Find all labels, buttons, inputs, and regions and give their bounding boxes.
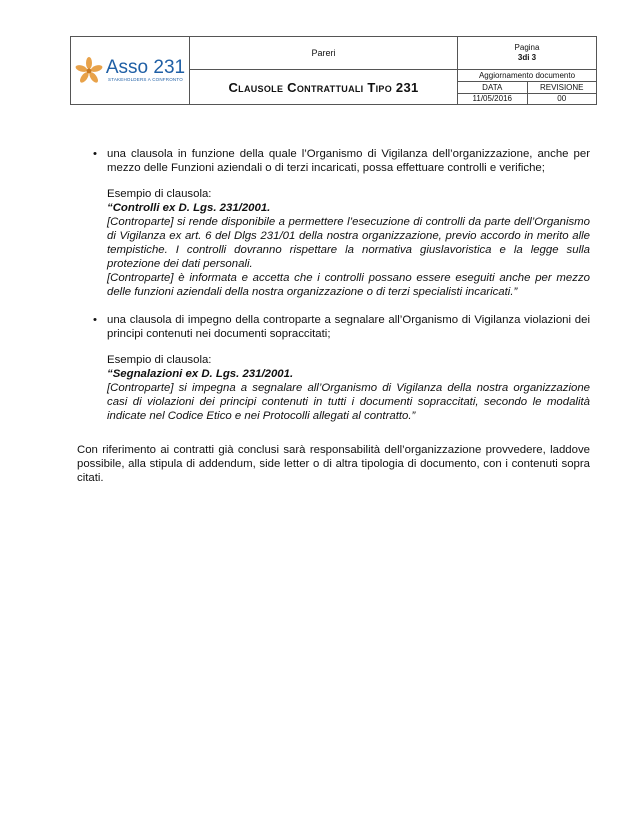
flower-icon — [75, 57, 103, 85]
revision-label: REVISIONE — [527, 82, 596, 93]
list-item — [77, 313, 590, 423]
page-value: 3di 3 — [517, 53, 537, 62]
list-item — [77, 147, 590, 299]
example-title: “Segnalazioni ex D. Lgs. 231/2001. — [107, 368, 294, 380]
example-label: Esempio di clausola: — [107, 188, 212, 200]
date-value: 11/05/2016 — [458, 93, 527, 104]
example-label: Esempio di clausola: — [107, 354, 212, 366]
logo-cell — [71, 37, 190, 105]
document-body — [77, 147, 590, 485]
date-label: DATA — [458, 82, 527, 93]
bullet-icon: • — [93, 314, 97, 326]
example-title: “Controlli ex D. Lgs. 231/2001. — [107, 202, 271, 214]
clause-example — [107, 353, 590, 423]
revision-value: 00 — [557, 94, 567, 104]
example-paragraph: [Controparte] si rende disponibile a permettere l’esecuzione di controlli da parte dell’Organismo di Vigilanza ex art. 6 del Dlgs 231/01 della nostra organizzazione, previo accordo in merito alle tempistiche. I controlli dovranno rispettare la normativa giuslavoristica e la legge sulla protezione dei dati personali. — [107, 216, 590, 270]
document-title-cell — [190, 70, 458, 105]
date-revision-table — [458, 82, 596, 104]
example-paragraph: [Controparte] è informata e accetta che i controlli possano essere eseguiti anche per mezzo delle funzioni aziendali della nostra organizzazione o di terzi specialisti incaricati.” — [107, 272, 590, 298]
update-label: Aggiornamento documento — [458, 70, 597, 82]
closing-paragraph: Con riferimento ai contratti già conclusi sarà responsabilità dell’organizzazione provvedere, laddove possibile, alla stipula di addendum, side letter o di altra tipologia di documento, con i contenuti sopra citati. — [77, 444, 590, 484]
page-label: Pagina — [514, 43, 540, 52]
logo-text: Asso 231 — [105, 57, 186, 78]
document-header-table — [70, 36, 597, 105]
asso231-logo — [71, 37, 189, 104]
date-revision-cell — [458, 82, 597, 105]
example-paragraph: [Controparte] si impegna a segnalare all’Organismo di Vigilanza della nostra organizzazione casi di violazioni dei principi contenuti in tutti i documenti sopraccitati, secondo le modalità indicate nel Codice Etico e nei Protocolli allegati al contratto.” — [107, 382, 590, 422]
clause-description: una clausola di impegno della controparte a segnalare all’Organismo di Vigilanza violazioni dei principi contenuti nei documenti sopraccitati; — [107, 314, 590, 340]
clause-description: una clausola in funzione della quale l’Organismo di Vigilanza dell’organizzazione, anche per mezzo delle Funzioni aziendali o di terzi incaricati, possa effettuare controlli e verifiche; — [107, 148, 590, 174]
logo-subtitle: STAKEHOLDERS A CONFRONTO — [108, 77, 183, 82]
section-cell — [190, 37, 458, 70]
page-cell — [458, 37, 597, 70]
section-title: Pareri — [311, 48, 336, 58]
clause-example — [107, 187, 590, 299]
document-title: Clausole Contrattuali Tipo 231 — [228, 79, 419, 95]
bullet-icon: • — [93, 148, 97, 160]
